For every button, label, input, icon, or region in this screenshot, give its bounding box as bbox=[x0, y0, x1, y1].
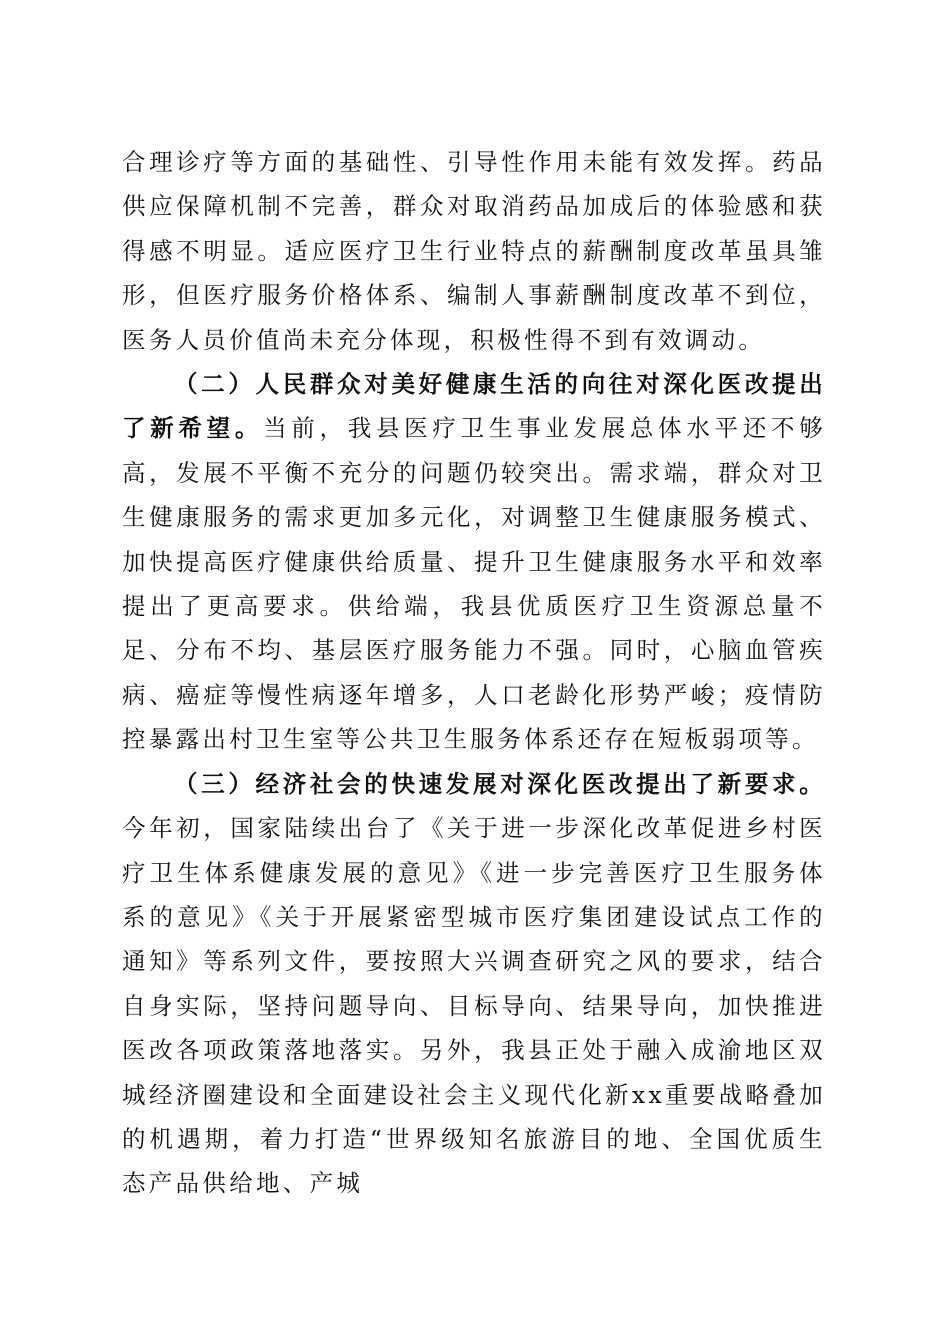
paragraph-1-body: 合理诊疗等方面的基础性、引导性作用未能有效发挥。药品供应保障机制不完善，群众对取消药品加成后的体验感和获得感不明显。适应医疗卫生行业特点的薪酬制度改革虽具雏形，但医疗服务价格体系、编制人事薪酬制度改革不到位，医务人员价值尚未充分体现，积极性得不到有效调动。 bbox=[122, 148, 826, 354]
section-heading-2: （二）人民群众对美好健康生活的向往对深化医改提出了新希望。 bbox=[122, 370, 826, 443]
section-heading-3: （三）经济社会的快速发展对深化医改提出了新要求。 bbox=[174, 769, 826, 798]
paragraph-2 bbox=[122, 362, 826, 762]
paragraph-3 bbox=[122, 762, 826, 1206]
paragraph-1 bbox=[122, 140, 826, 362]
document-page bbox=[122, 140, 826, 1206]
paragraph-2-body: 当前，我县医疗卫生事业发展总体水平还不够高，发展不平衡不充分的问题仍较突出。需求端，群众对卫生健康服务的需求更加多元化，对调整卫生健康服务模式、加快提高医疗健康供给质量、提升卫生健康服务水平和效率提出了更高要求。供给端，我县优质医疗卫生资源总量不足、分布不均、基层医疗服务能力不强。同时，心脑血管疾病、癌症等慢性病逐年增多，人口老龄化形势严峻；疫情防控暴露出村卫生室等公共卫生服务体系还存在短板弱项等。 bbox=[122, 414, 827, 754]
paragraph-3-body: 今年初，国家陆续出台了《关于进一步深化改革促进乡村医疗卫生体系健康发展的意见》《进一步完善医疗卫生服务体系的意见》《关于开展紧密型城市医疗集团建设试点工作的通知》等系列文件，要按照大兴调查研究之风的要求，结合自身实际，坚持问题导向、目标导向、结果导向，加快推进医改各项政策落地落实。另外，我县正处于融入成渝地区双城经济圈建设和全面建设社会主义现代化新xx重要战略叠加的机遇期，着力打造“世界级知名旅游目的地、全国优质生态产品供给地、产城 bbox=[122, 814, 826, 1198]
